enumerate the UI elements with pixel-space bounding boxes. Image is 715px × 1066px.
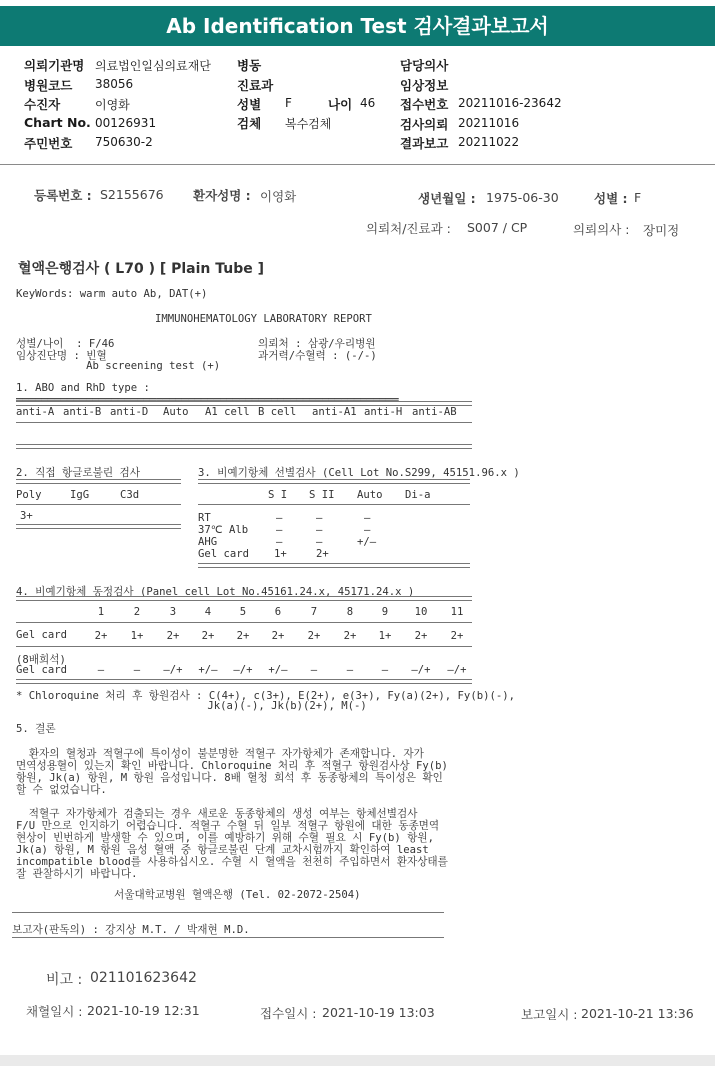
divider: [0, 164, 715, 165]
exam-title: 혈액은행검사 ( L70 ) [ Plain Tube ]: [18, 261, 265, 277]
collect-value: 2021-10-19 12:31: [87, 1003, 200, 1018]
s3-cell: +/–: [357, 536, 377, 548]
s1-rule: [16, 422, 472, 423]
chloroquine-line-2: Jk(a)(-), Jk(b)(2+), M(-): [16, 700, 367, 712]
conclusion-line: F/U 만으로 인지하기 어렵습니다. 적혈구 수혈 뒤 일부 적혈구 항원에 대한 동종면역: [16, 820, 440, 832]
s1-h3: anti-D: [110, 406, 149, 418]
sign-rule-top: [12, 912, 444, 913]
conclusion-line: 항원, Jk(a) 항원, M 항원 음성입니다. 8배 혈청 희석 후 동종항체의 특이성은 확인: [16, 772, 443, 784]
s4-col-header-3: 3: [169, 606, 177, 618]
reg-value: S2155676: [100, 187, 164, 202]
s4-row1-label: Gel card: [16, 629, 68, 641]
s3-row-label: 37℃ Alb: [198, 524, 249, 536]
jumin-value: 750630-2: [95, 135, 153, 149]
s4-row1-cell-5: 2+: [236, 630, 250, 642]
s3-h3: Auto: [357, 489, 383, 501]
s4-col-header-6: 6: [274, 606, 282, 618]
s4-row1-cell-11: 2+: [450, 630, 464, 642]
s4-row2-cell-3: –/+: [163, 664, 183, 676]
conclusion-line: 잘 관찰하시기 바랍니다.: [16, 868, 138, 880]
sex-label-2: 성별 :: [594, 191, 628, 206]
spec-label: 검체: [237, 116, 262, 131]
s4-row2-label: Gel card: [16, 664, 68, 676]
dob-label: 생년월일 :: [418, 191, 476, 206]
sex-label: 성별: [237, 97, 262, 112]
recv-label: 수진자: [24, 97, 61, 112]
referrer: 의뢰처 : 삼광/우리병원: [258, 338, 376, 350]
age-label: 나이: [328, 97, 353, 112]
s4-col-header-2: 2: [133, 606, 141, 618]
doc-label-2: 의뢰의사 :: [573, 222, 630, 237]
sex-age: 성별/나이 : F/46: [16, 338, 115, 350]
s3-row-label: Gel card: [198, 548, 250, 560]
s4-row2-cell-2: –: [133, 664, 141, 676]
chart-label: Chart No.: [24, 115, 91, 130]
s5-title: 5. 결론: [16, 723, 56, 735]
s1-h5: A1 cell: [205, 406, 250, 418]
inst-value: 의료법인일심의료재단: [95, 59, 211, 73]
s3-row-label: AHG: [198, 536, 218, 548]
accept-label: 접수번호: [400, 97, 449, 112]
s4-dilute: (8배희석): [16, 654, 66, 666]
s4-row2-cell-9: –: [381, 664, 389, 676]
s2-h-poly: Poly: [16, 489, 42, 501]
report-value: 20211022: [458, 135, 520, 149]
s4-row2-cell-6: +/–: [268, 664, 288, 676]
s4-row1-cell-8: 2+: [343, 630, 357, 642]
hospital-line: 서울대학교병원 혈액은행 (Tel. 02-2072-2504): [114, 889, 361, 901]
diagnosis: 임상진단명 : 빈혈: [16, 350, 107, 362]
dob-value: 1975-06-30: [486, 190, 559, 205]
name-value: 이영화: [260, 189, 297, 204]
collect-label: 채혈일시 :: [26, 1004, 83, 1019]
s3-row-label: RT: [198, 512, 211, 524]
conclusion-line: 면역성용혈이 있는지 확인 바랍니다. Chloroquine 처리 후 적혈구 항원검사상 Fy(b): [16, 760, 448, 772]
s4-col-header-8: 8: [346, 606, 354, 618]
sex-value-2: F: [634, 190, 642, 205]
s3-h1: S I: [268, 489, 288, 501]
s4-row1-cell-10: 2+: [414, 630, 428, 642]
s4-col-header-10: 10: [414, 606, 428, 618]
report-label: 결과보고: [400, 136, 449, 151]
s3-title: 3. 비예기항체 선별검사 (Cell Lot No.S299, 45151.96.x ): [198, 467, 520, 479]
doc-value-2: 장미정: [643, 223, 680, 238]
name-label: 환자성명 :: [193, 188, 251, 203]
s4-row1-cell-7: 2+: [307, 630, 321, 642]
s3-cell: –: [316, 536, 323, 548]
accept-value: 20211016-23642: [458, 96, 562, 110]
age-value: 46: [360, 96, 376, 110]
reg-label: 등록번호 :: [34, 188, 92, 203]
conclusion-line: 환자의 혈청과 적혈구에 특이성이 불분명한 적혈구 자가항체가 존재합니다. 자가: [16, 748, 424, 760]
report-time-label: 보고일시 :: [521, 1007, 578, 1022]
s4-rule-top: [16, 596, 472, 601]
sign-rule-bottom: [12, 937, 444, 938]
reporter-line: 보고자(판독의) : 강지상 M.T. / 박재현 M.D.: [12, 924, 250, 936]
s1-h9: anti-AB: [412, 406, 457, 418]
s3-cell: 1+: [274, 548, 287, 560]
chloroquine-line-1: * Chloroquine 처리 후 항원검사 : C(4+), c(3+), E(2+), e(3+), Fy(a)(2+), Fy(b)(-),: [16, 690, 515, 702]
dept-label-2: 의뢰처/진료과 :: [366, 221, 451, 236]
s4-col-header-9: 9: [381, 606, 389, 618]
s4-title: 4. 비예기항체 동정검사 (Panel cell Lot No.45161.24.x, 45171.24.x ): [16, 586, 415, 598]
s4-row1-cell-6: 2+: [271, 630, 285, 642]
diagnosis-2: Ab screening test (+): [16, 360, 221, 372]
inst-label: 의뢰기관명: [24, 58, 85, 73]
history: 과거력/수혈력 : (-/-): [258, 350, 377, 362]
s4-rule-bottom: [16, 679, 472, 684]
s4-rule-mid: [16, 622, 472, 623]
keywords: KeyWords: warm auto Ab, DAT(+): [16, 288, 208, 300]
s1-h7: anti-A1: [312, 406, 357, 418]
s3-rule-top: [198, 479, 470, 484]
s1-rule-bottom: [16, 444, 472, 449]
s4-row2-cell-7: –: [310, 664, 318, 676]
s2-h-c3d: C3d: [120, 489, 140, 501]
req-label: 검사의뢰: [400, 117, 449, 132]
ward-label: 병동: [237, 58, 262, 73]
s3-cell: –: [364, 512, 371, 524]
s3-cell: –: [276, 524, 283, 536]
s4-row2-cell-5: –/+: [233, 664, 253, 676]
remark-value: 021101623642: [90, 970, 197, 986]
s3-cell: –: [276, 512, 283, 524]
s4-row1-cell-4: 2+: [201, 630, 215, 642]
s4-col-header-5: 5: [239, 606, 247, 618]
s4-row2-cell-10: –/+: [411, 664, 431, 676]
s4-row1-cell-2: 1+: [130, 630, 144, 642]
s2-value: 3+: [20, 510, 33, 522]
s3-cell: –: [316, 512, 323, 524]
s2-rule-top: [16, 479, 181, 484]
recv-value: 이영화: [95, 98, 130, 112]
req-value: 20211016: [458, 116, 520, 130]
s4-rule-row: [16, 646, 472, 647]
s4-row2-cell-4: +/–: [198, 664, 218, 676]
code-value: 38056: [95, 77, 134, 91]
s4-row1-cell-1: 2+: [94, 630, 108, 642]
s4-col-header-1: 1: [97, 606, 105, 618]
s3-rule-mid: [198, 504, 470, 505]
chart-value: 00126931: [95, 116, 157, 130]
s4-col-header-4: 4: [204, 606, 212, 618]
s1-h1: anti-A: [16, 406, 55, 418]
sex-value: F: [285, 96, 292, 110]
s3-h2: S II: [309, 489, 335, 501]
s3-rule-bottom: [198, 563, 470, 568]
s4-row2-cell-11: –/+: [447, 664, 467, 676]
dept-value-2: S007 / CP: [467, 220, 528, 235]
conclusion-line: 현상이 빈번하게 발생할 수 있으며, 이를 예방하기 위해 수혈 필요 시 Fy(b) 항원,: [16, 832, 434, 844]
s4-col-header-11: 11: [450, 606, 464, 618]
conclusion-line: Jk(a) 항원, M 항원 음성 혈액 중 항글로불린 단계 교차시험까지 확인하여 least: [16, 844, 429, 856]
s3-h4: Di-a: [405, 489, 431, 501]
lab-title: IMMUNOHEMATOLOGY LABORATORY REPORT: [155, 313, 372, 325]
spec-value: 복수검체: [285, 117, 332, 131]
s1-title: 1. ABO and RhD type :: [16, 382, 150, 394]
s3-cell: 2+: [316, 548, 329, 560]
jumin-label: 주민번호: [24, 136, 73, 151]
s1-rule-top: ════════════════════════════════════════════════════════════: [16, 394, 399, 406]
conclusion-line: incompatible blood를 사용하십시오. 수혈 시 혈액을 천천히 주입하면서 환자상태를: [16, 856, 448, 868]
s4-row1-cell-3: 2+: [166, 630, 180, 642]
s3-cell: –: [276, 536, 283, 548]
s4-row1-cell-9: 1+: [378, 630, 392, 642]
doctor-label: 담당의사: [400, 58, 449, 73]
clinical-label: 임상정보: [400, 78, 449, 93]
accept-time-value: 2021-10-19 13:03: [322, 1005, 435, 1020]
s4-col-header-7: 7: [310, 606, 318, 618]
s1-h4: Auto: [163, 406, 189, 418]
report-time-value: 2021-10-21 13:36: [581, 1006, 694, 1021]
s2-h-igg: IgG: [70, 489, 90, 501]
report-title: Ab Identification Test 검사결과보고서: [0, 6, 715, 46]
s2-title: 2. 직접 항글로불린 검사: [16, 467, 140, 479]
bottom-band: [0, 1055, 715, 1066]
s2-rule-bottom: [16, 524, 181, 529]
s3-cell: –: [316, 524, 323, 536]
s3-cell: –: [364, 524, 371, 536]
s2-rule-mid: [16, 504, 181, 505]
conclusion-line: 할 수 없었습니다.: [16, 784, 107, 796]
remark-label: 비고 :: [46, 972, 83, 988]
code-label: 병원코드: [24, 78, 73, 93]
s1-h8: anti-H: [364, 406, 403, 418]
s4-row2-cell-1: –: [97, 664, 105, 676]
s1-h6: B cell: [258, 406, 297, 418]
conclusion-line: 적혈구 자가항체가 검출되는 경우 새로운 동종항체의 생성 여부는 항체선별검사: [16, 808, 418, 820]
s1-h2: anti-B: [63, 406, 102, 418]
dept-label: 진료과: [237, 78, 274, 93]
accept-time-label: 접수일시 :: [260, 1006, 317, 1021]
s4-row2-cell-8: –: [346, 664, 354, 676]
